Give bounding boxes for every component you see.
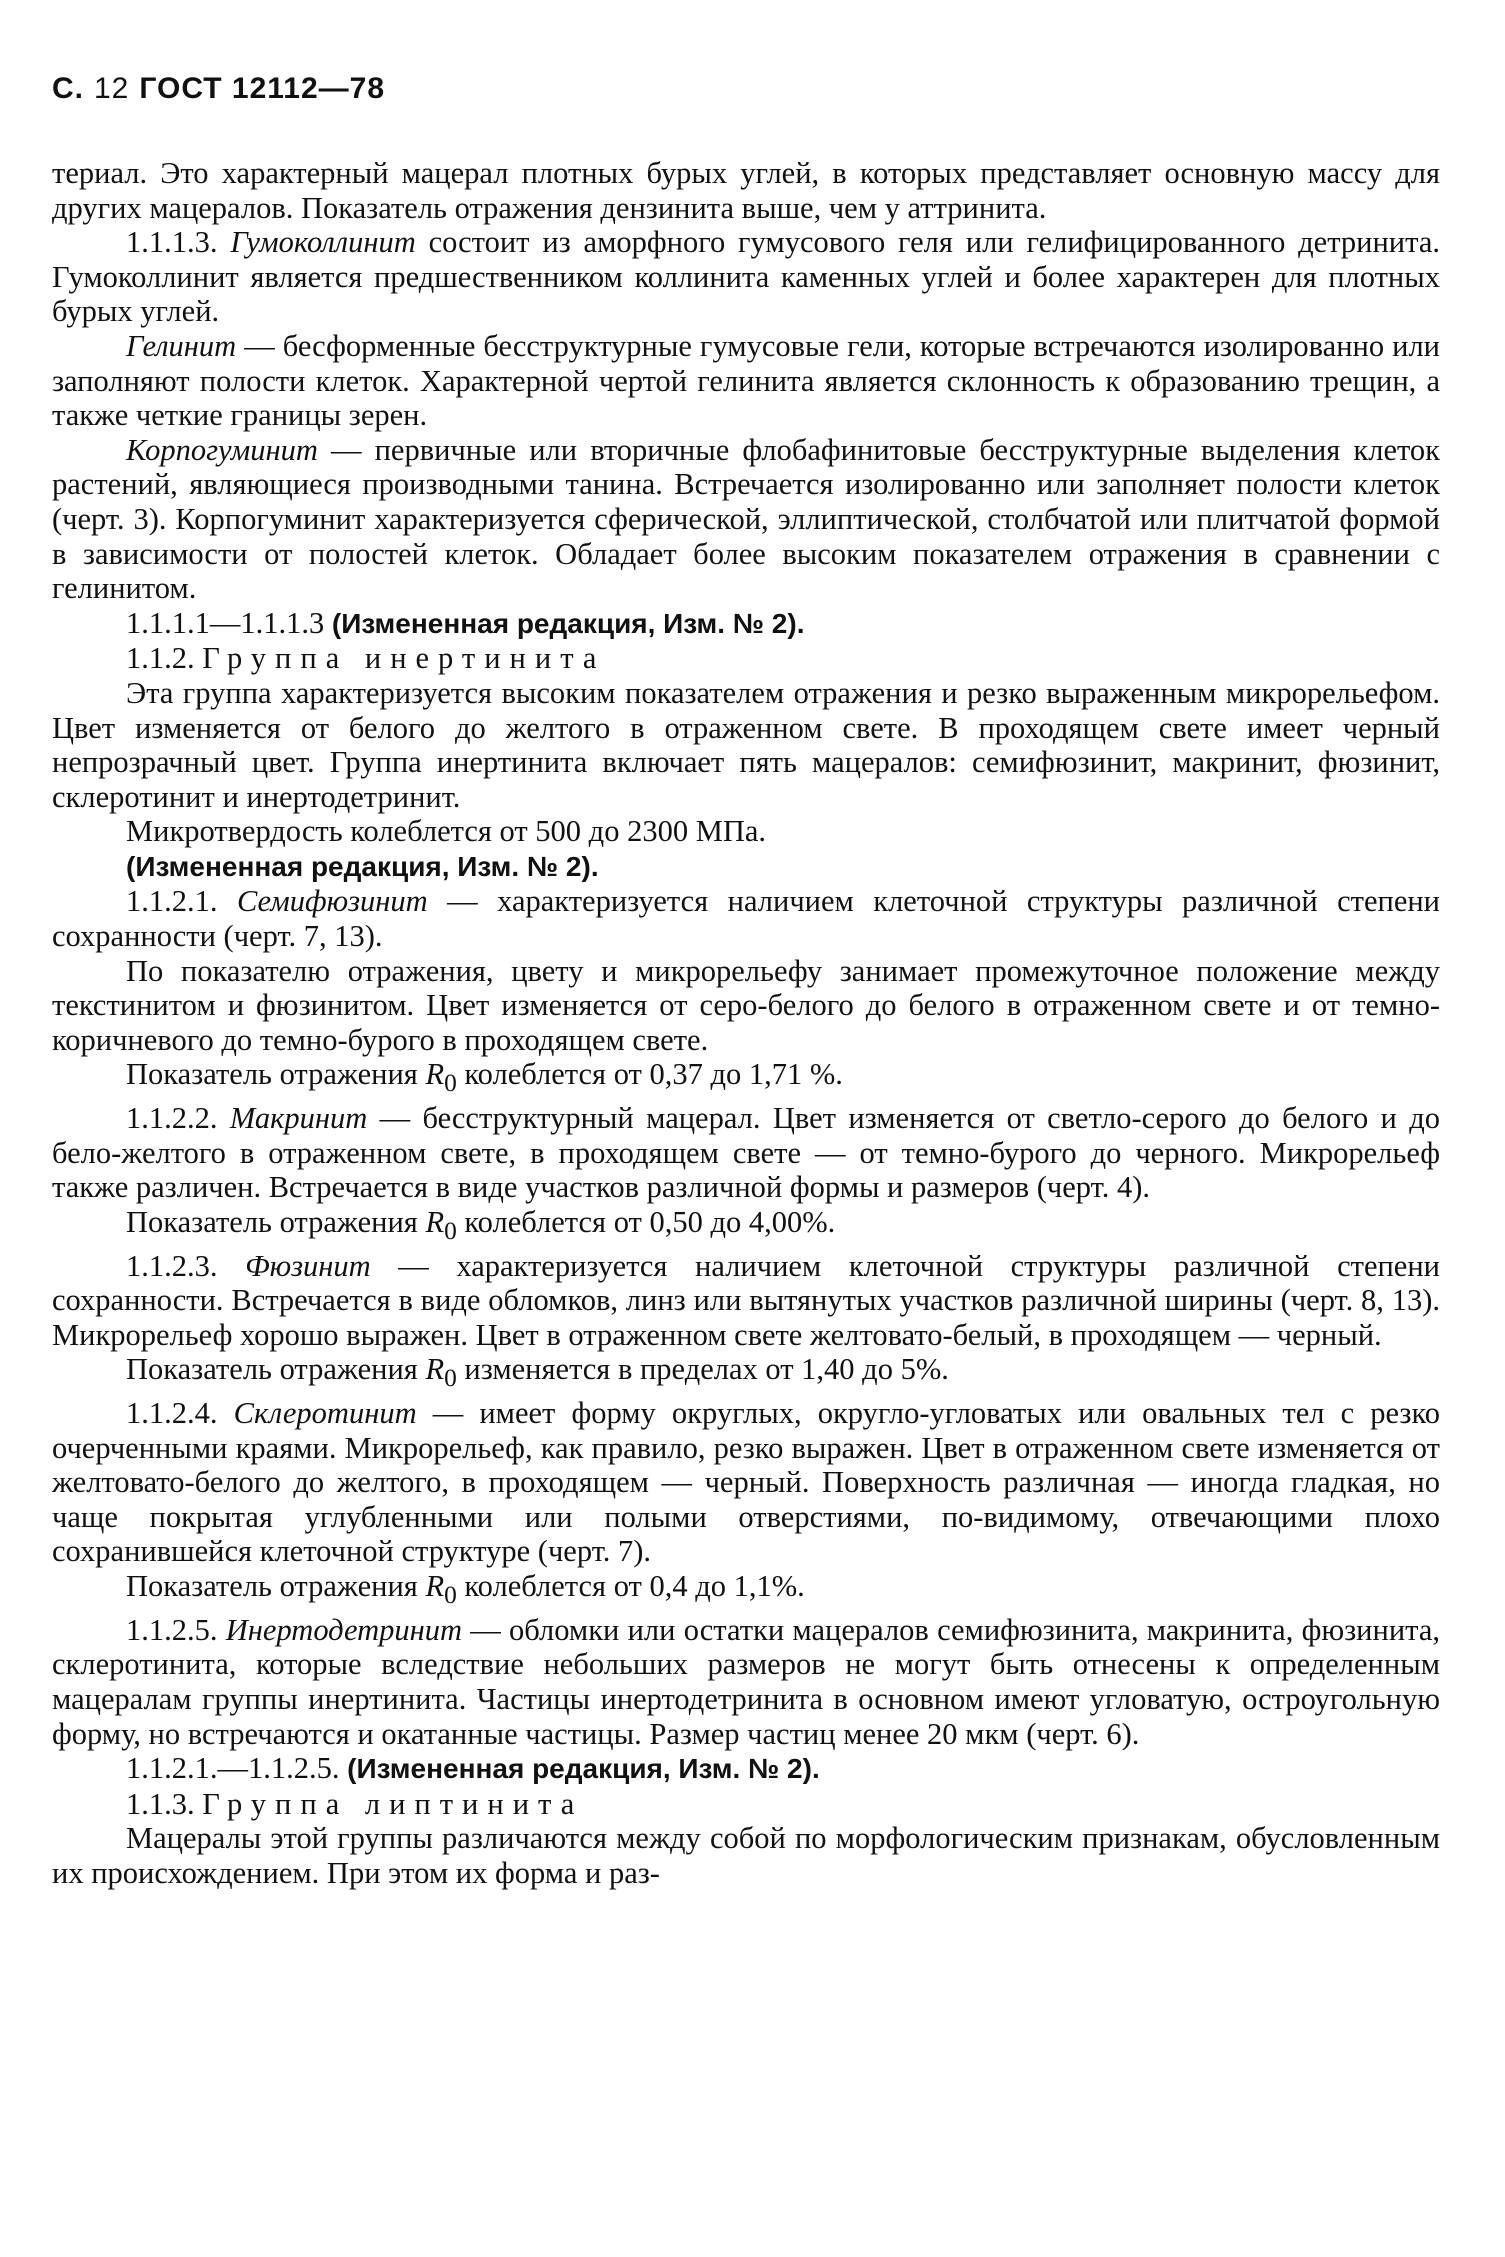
term: Семифюзинит (236, 884, 428, 919)
paragraph (52, 156, 1440, 225)
paragraph-text: — характеризуется наличием клеточной структуры различной степени сохранности. Встречается в виде обломков, линз или вытянутых участков различной ширины (черт. 8, 13). Микрорельеф хорошо выражен. Цвет в отраженном свете желтовато-белый, в проходящем — черный. (52, 1248, 1440, 1352)
paragraph (52, 1101, 1440, 1205)
paragraph (52, 814, 1440, 849)
clause-number: 1.1.2.2. (126, 1101, 218, 1136)
symbol: R (425, 1057, 445, 1092)
amendment-text: (Измененная редакция, Изм. № 2). (331, 607, 805, 639)
paragraph-text: Показатель отражения (126, 1057, 426, 1092)
paragraph (52, 1205, 1440, 1249)
symbol-subscript: 0 (444, 1217, 457, 1245)
section-heading (52, 1787, 1440, 1822)
symbol: R (425, 1204, 445, 1239)
clause-number: 1.1.2.1.—1.1.2.5. (126, 1751, 340, 1786)
paragraph (52, 433, 1440, 606)
symbol-subscript: 0 (444, 1069, 457, 1098)
paragraph (52, 884, 1440, 953)
paragraph (52, 954, 1440, 1058)
standard-code: ГОСТ 12112—78 (139, 72, 386, 105)
term: Склеротинит (233, 1396, 417, 1431)
paragraph (52, 1396, 1440, 1569)
paragraph (52, 329, 1440, 433)
paragraph (52, 225, 1440, 329)
paragraph (52, 1352, 1440, 1396)
paragraph-text: Микротвердость колеблется от 500 до 2300 МПа. (126, 814, 767, 849)
amendment-note (52, 606, 1440, 642)
paragraph-text: Показатель отражения (126, 1352, 426, 1387)
paragraph-text: териал. Это характерный мацерал плотных бурых углей, в которых представляет основную массу для других мацералов. Показатель отражения дензинита выше, чем у аттринита. (52, 156, 1440, 225)
symbol: R (425, 1569, 445, 1604)
heading-text: Группа липтинита (202, 1786, 584, 1821)
term: Гелинит (126, 328, 237, 363)
paragraph (52, 676, 1440, 814)
paragraph-text: Показатель отражения (126, 1204, 426, 1239)
paragraph (52, 1057, 1440, 1101)
symbol-subscript: 0 (444, 1581, 457, 1610)
paragraph-text: — обломки или остатки мацералов семифюзинита, макринита, фюзинита, склеротинита, которые вследствие небольших размеров не могут быть отнесены к определенным мацералам группы инертинита. Частицы инертодетринита в основном имеют угловатую, остроугольную форму, но встречаются и окатанные частицы. Размер частиц менее 20 мкм (черт. 6). (52, 1612, 1440, 1751)
term: Макринит (229, 1101, 368, 1136)
amendment-text: (Измененная редакция, Изм. № 2). (347, 1753, 820, 1785)
paragraph-text: Эта группа характеризуется высоким показателем отражения и резко выраженным микрорельефом. Цвет изменяется от белого до желтого в отраженном свете. В проходящем свете имеет черный непрозрачный цвет. Группа инертинита включает пять мацералов: семифюзинит, макринит, фюзинит, склеротинит и инертодетринит. (52, 675, 1440, 814)
clause-number: 1.1.1.1—1.1.1.3 (126, 605, 325, 640)
paragraph-text: колеблется от 0,37 до 1,71 %. (456, 1057, 843, 1092)
paragraph (52, 1569, 1440, 1613)
clause-number: 1.1.2.3. (126, 1248, 218, 1283)
page-number: 12 (94, 72, 130, 105)
document-body (52, 156, 1440, 1890)
symbol-subscript: 0 (444, 1364, 457, 1393)
term: Гумоколлинит (230, 225, 416, 260)
paragraph-text: — имеет форму округлых, округло-угловатых или овальных тел с резко очерченными краями. Микрорельеф, как правило, резко выражен. Цвет в отраженном свете изменяется от желтовато-белого до желтого, в проходящем — черный. Поверхность различная — иногда гладкая, но чаще покрытая углубленными или полыми отверстиями, по-видимому, отвечающими плохо сохранившейся клеточной структуре (черт. 7). (52, 1396, 1440, 1569)
page-header (52, 72, 385, 106)
paragraph (52, 1249, 1440, 1353)
section-heading (52, 641, 1440, 676)
clause-number: 1.1.2.1. (126, 884, 218, 919)
clause-number: 1.1.2. (126, 641, 195, 676)
paragraph-text: — первичные или вторичные флобафинитовые бесструктурные выделения клеток растений, являющиеся производными танина. Встречается изолированно или заполняет полости клеток (черт. 3). Корпогуминит характеризуется сферической, эллиптической, столбчатой или плитчатой формой в зависимости от полостей клеток. Обладает более высоким показателем отражения в сравнении с гелинитом. (52, 432, 1440, 606)
clause-number: 1.1.1.3. (126, 225, 218, 260)
term: Корпогуминит (126, 432, 318, 467)
symbol: R (425, 1352, 445, 1387)
paragraph (52, 1613, 1440, 1751)
paragraph-text: По показателю отражения, цвету и микрорельефу занимает промежуточное положение между текстинитом и фюзинитом. Цвет изменяется от серо-белого до белого в отраженном свете и от темно-коричневого до темно-бурого в проходящем свете. (52, 953, 1440, 1057)
page-prefix: С. (52, 72, 84, 105)
paragraph-text: Показатель отражения (126, 1569, 426, 1604)
paragraph-text: — бесструктурный мацерал. Цвет изменяется от светло-серого до белого и до бело-желтого в отраженном свете, в проходящем свете — от темно-бурого до черного. Микрорельеф также различен. Встречается в виде участков различной формы и размеров (черт. 4). (52, 1101, 1440, 1205)
clause-number: 1.1.2.4. (126, 1396, 218, 1431)
term: Фюзинит (245, 1248, 371, 1283)
paragraph (52, 1821, 1440, 1890)
paragraph-text: колеблется от 0,50 до 4,00%. (456, 1204, 836, 1239)
clause-number: 1.1.3. (126, 1786, 195, 1821)
paragraph-text: изменяется в пределах от 1,40 до 5%. (456, 1352, 949, 1387)
paragraph-text: состоит из аморфного гумусового геля или гелифицированного детринита. Гумоколлинит является предшественником коллинита каменных углей и более характерен для плотных бурых углей. (52, 225, 1440, 329)
paragraph-text: Мацералы этой группы различаются между собой по морфологическим признакам, обусловленным их происхождением. При этом их форма и раз- (52, 1821, 1440, 1890)
amendment-note (52, 1751, 1440, 1787)
term: Инертодетринит (225, 1612, 463, 1647)
paragraph-text: колеблется от 0,4 до 1,1%. (456, 1569, 805, 1604)
clause-number: 1.1.2.5. (126, 1612, 218, 1647)
amendment-note (52, 849, 1440, 885)
paragraph-text: — бесформенные бесструктурные гумусовые гели, которые встречаются изолированно или заполняют полости клеток. Характерной чертой гелинита является склонность к образованию трещин, а также четкие границы зерен. (52, 328, 1440, 433)
paragraph-text: — характеризуется наличием клеточной структуры различной степени сохранности (черт. 7, 13). (52, 884, 1440, 954)
amendment-text: (Измененная редакция, Изм. № 2). (126, 850, 599, 882)
heading-text: Группа инертинита (202, 641, 606, 676)
